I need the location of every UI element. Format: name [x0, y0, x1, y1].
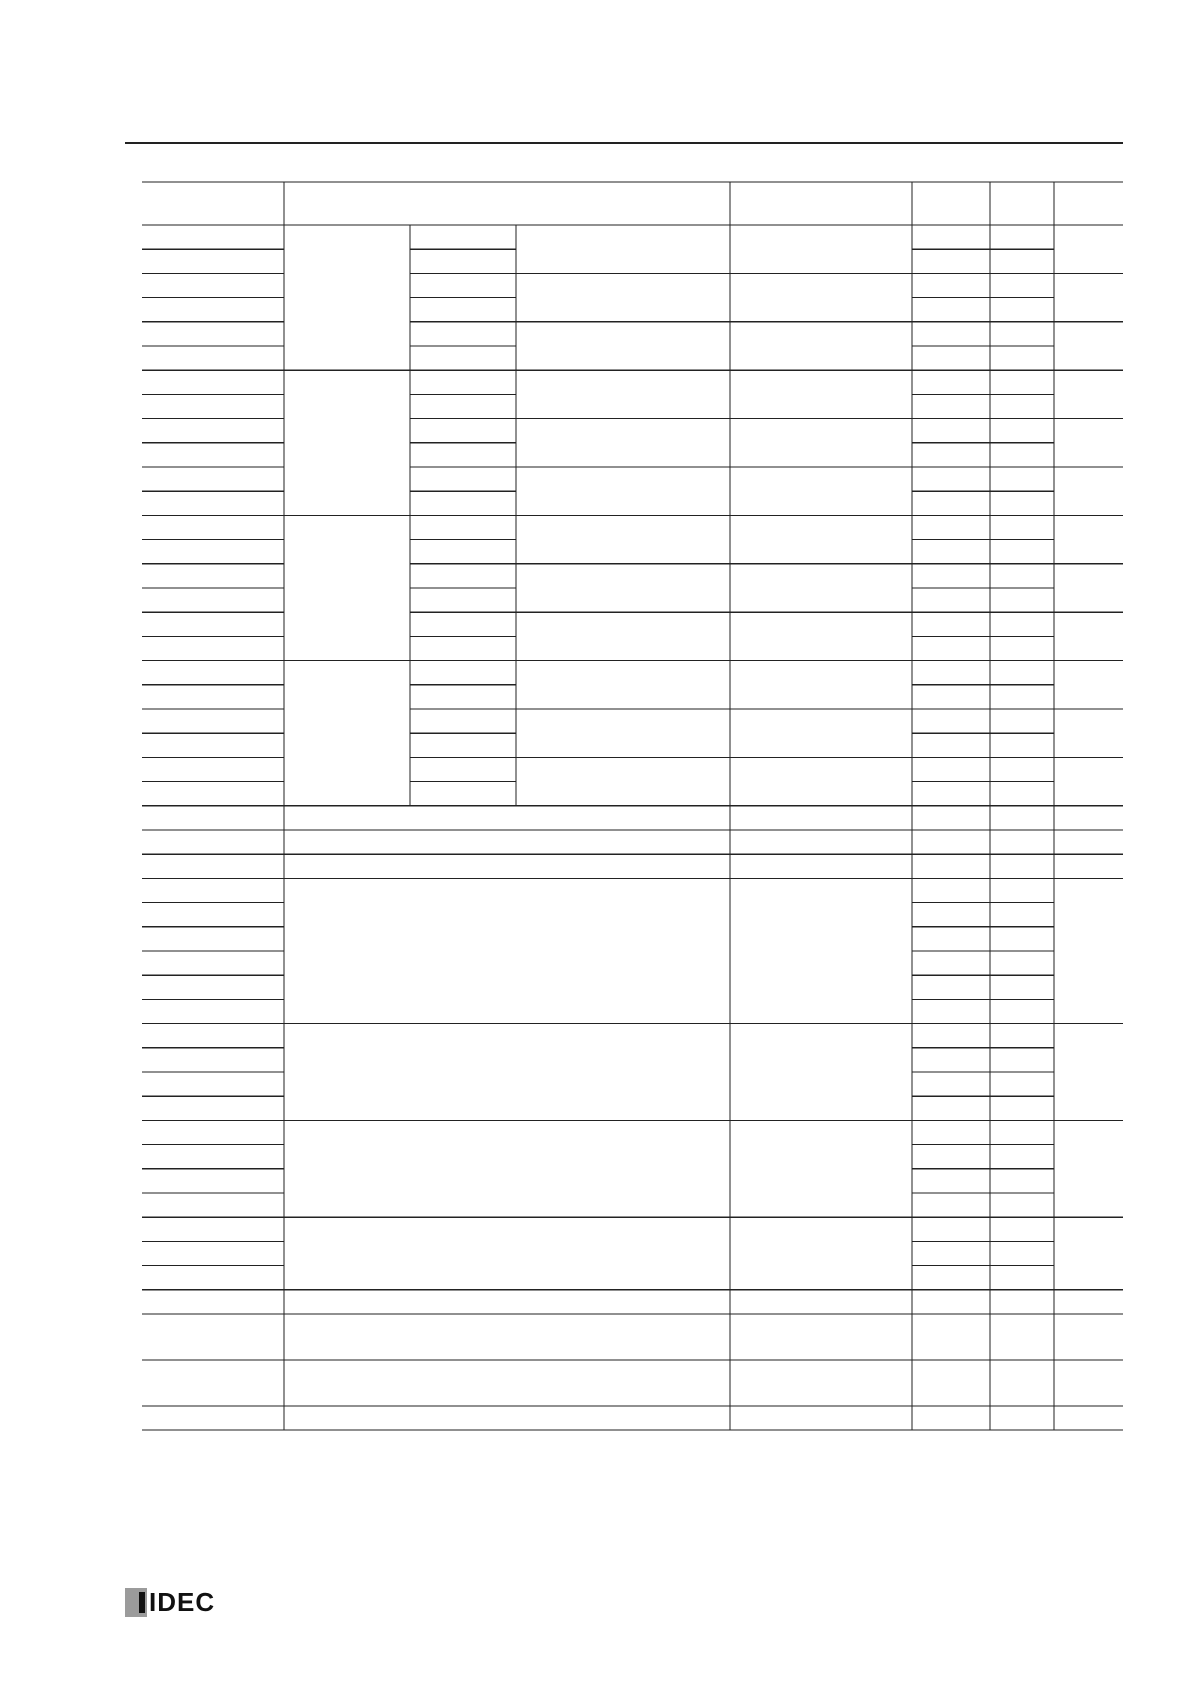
logo-text: IDEC: [149, 1587, 216, 1617]
idec-logo: [125, 1588, 215, 1617]
logo-mark: [125, 1588, 147, 1617]
